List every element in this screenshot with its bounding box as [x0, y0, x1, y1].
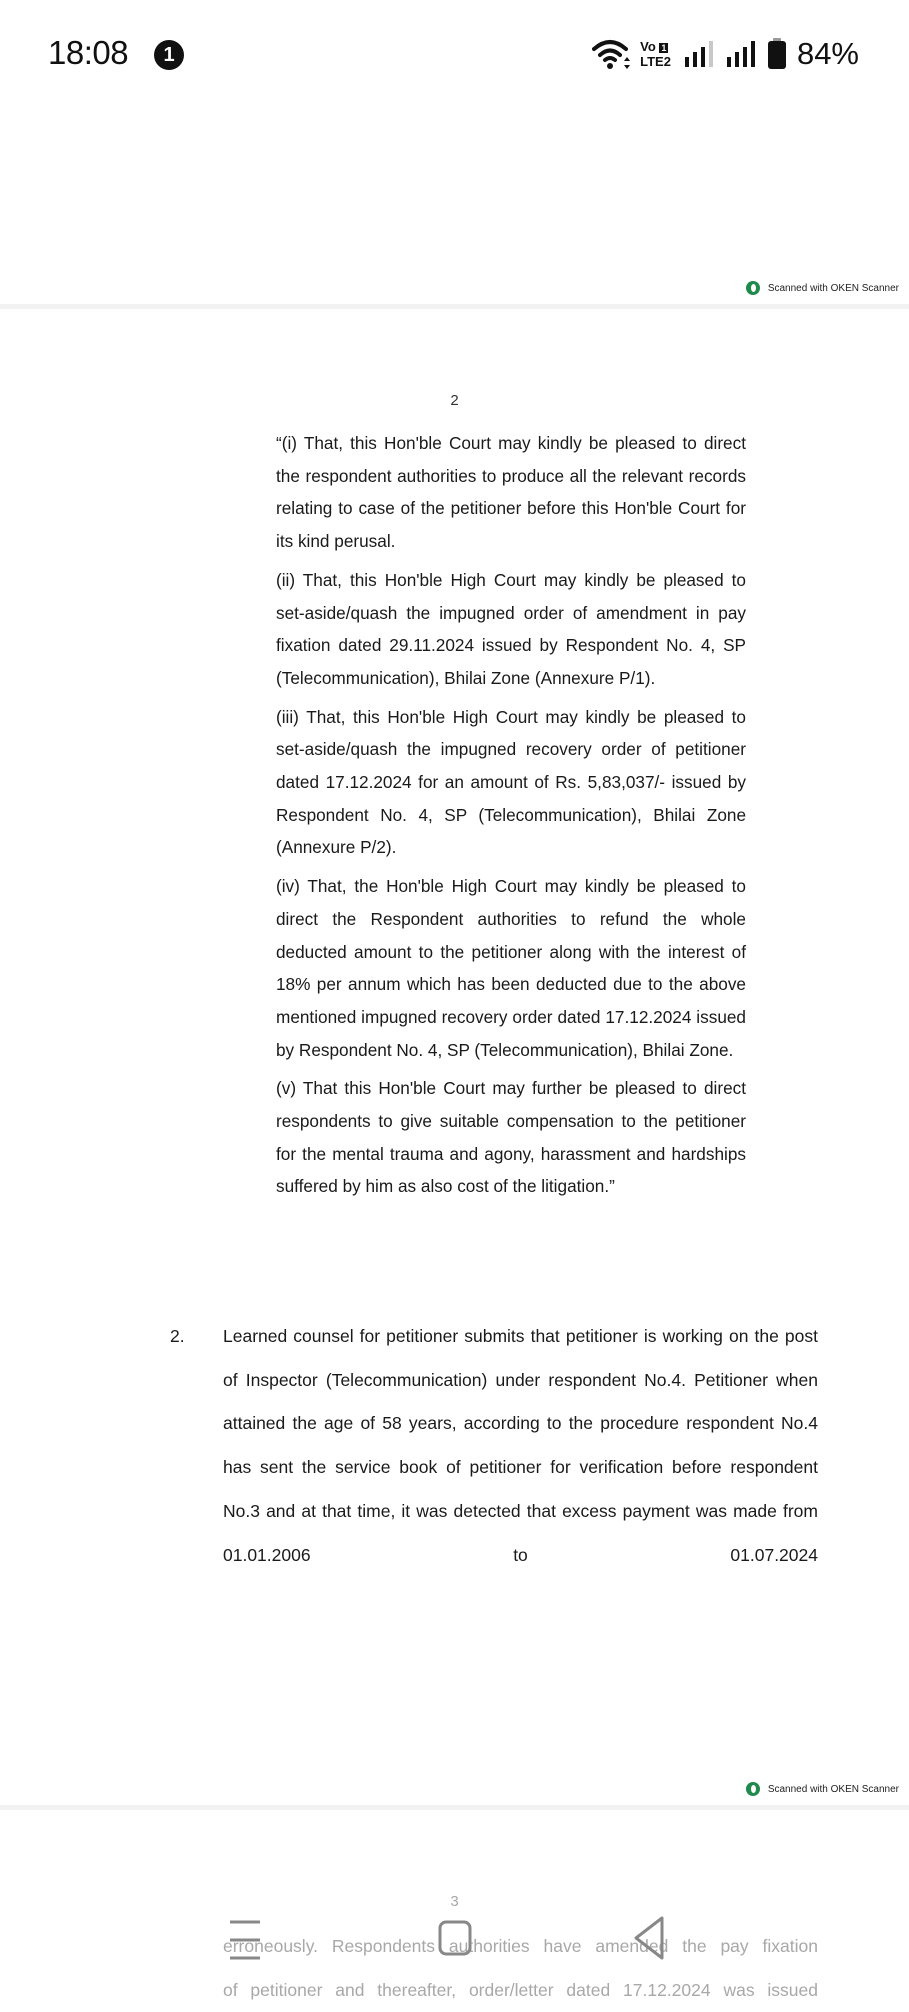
paragraph-number: 2. — [170, 1326, 185, 1346]
wifi-icon — [592, 37, 632, 71]
prayer-item: (ii) That, this Hon'ble High Court may kindly be pleased to set-aside/quash the impugned order of amendment in pay fixation dated 29.11.2024 issued by Respondent No. 4, SP (Telecommunication), Bhilai Zone (Annexure P/1). — [276, 569, 746, 688]
home-button[interactable] — [425, 1910, 485, 1970]
battery-percent: 84% — [796, 36, 859, 71]
text-line: erroneously. Respondents authorities have amended the pay fixation — [223, 1936, 818, 1956]
navigation-bar — [0, 1910, 909, 1970]
status-icons — [592, 34, 859, 74]
scan-watermark: Scanned with OKEN Scanner — [746, 276, 899, 300]
text-line: of petitioner and thereafter, order/letter dated 17.12.2024 was issued — [223, 1979, 818, 2000]
page-separator — [0, 1805, 909, 1810]
page-number: 2 — [450, 392, 459, 409]
page-number: 3 — [450, 1893, 459, 1910]
oken-scanner-logo-icon — [746, 281, 760, 295]
prayer-item: (iii) That, this Hon'ble High Court may kindly be pleased to set-aside/quash the impugned recovery order of petitioner dated 17.12.2024 for an amount of Rs. 5,83,037/- issued by Respondent No. 4, SP (Telecommunication), Bhilai Zone (Annexure P/2). — [276, 706, 746, 858]
recents-icon — [215, 1910, 275, 1970]
back-button[interactable] — [620, 1910, 680, 1970]
scan-watermark: Scanned with OKEN Scanner — [746, 1777, 899, 1801]
status-bar — [0, 0, 909, 110]
prayer-item: (v) That this Hon'ble Court may further be pleased to direct respondents to give suitable compensation to the petitioner for the mental trauma and agony, harassment and hardships suffered by him as also cost of the litigation.” — [276, 1078, 746, 1197]
prayer-quote-block — [276, 427, 746, 1209]
paragraph-text: Learned counsel for petitioner submits that petitioner is working on the post of Inspector (Telecommunication) under respondent No.4. Petitioner when attained the age of 58 years, according to the procedure respondent No.4 has sent the service book of petitioner for verification before respondent No.3 and at that time, it was detected that excess payment was made from 01.01.2006 to 01.07.2024 — [223, 1326, 818, 1565]
volte-indicator: Vo 1 LTE2 — [640, 38, 671, 69]
signal-sim2-icon — [725, 39, 759, 69]
battery-icon — [767, 38, 787, 70]
prayer-item: (iv) That, the Hon'ble High Court may kindly be pleased to direct the Respondent authorities to refund the whole deducted amount to the petitioner along with the interest of 18% per annum which has been deducted due to the above mentioned impugned recovery order dated 17.12.2024 issued by Respondent No. 4, SP (Telecommunication), Bhilai Zone. — [276, 876, 746, 1060]
page-separator — [0, 304, 909, 309]
signal-sim1-icon — [683, 39, 717, 69]
oken-scanner-logo-icon — [746, 1782, 760, 1796]
paragraph-2 — [170, 1315, 818, 1577]
notification-count-badge: 1 — [154, 40, 184, 70]
prayer-item: “(i) That, this Hon'ble Court may kindly be pleased to direct the respondent authorities to produce all the relevant records relating to case of the petitioner before this Hon'ble Court for its kind perusal. — [276, 433, 746, 552]
clock: 18:08 — [48, 34, 129, 71]
back-icon — [620, 1910, 680, 1970]
recents-button[interactable] — [215, 1910, 275, 1970]
home-icon — [425, 1910, 485, 1970]
